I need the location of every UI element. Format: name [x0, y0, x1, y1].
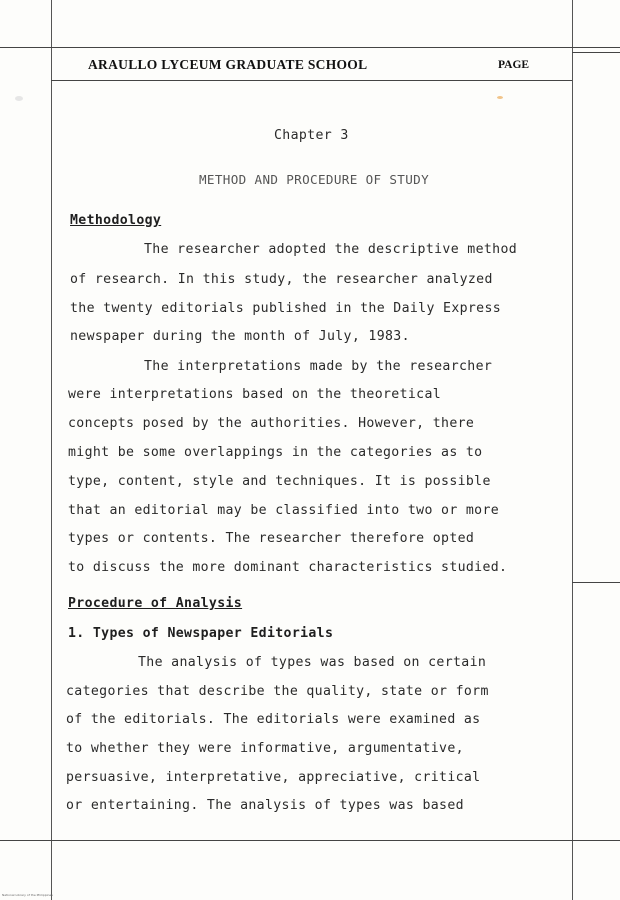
chapter-title: METHOD AND PROCEDURE OF STUDY: [199, 172, 430, 187]
archive-note: National Library of the Philippines: [2, 893, 53, 897]
page-label: PAGE: [498, 59, 530, 71]
left-margin-rule: [51, 0, 52, 900]
paragraph-line: newspaper during the month of July, 1983.: [70, 329, 410, 344]
footer-rule: [0, 840, 620, 841]
paragraph-line: of research. In this study, the researcher analyzed: [70, 272, 493, 287]
paragraph-line: to discuss the more dominant characteristics studied.: [68, 560, 508, 575]
side-rule: [572, 52, 620, 53]
chapter-number: Chapter 3: [274, 128, 349, 143]
paragraph-line: of the editorials. The editorials were examined as: [66, 712, 481, 727]
paragraph-line: to whether they were informative, argumentative,: [66, 741, 464, 756]
paragraph-line: concepts posed by the authorities. However, there: [68, 416, 475, 431]
procedure-heading: Procedure of Analysis: [68, 596, 243, 611]
paragraph-line: types or contents. The researcher therefore opted: [68, 531, 475, 546]
methodology-heading: Methodology: [70, 213, 162, 228]
side-rule: [572, 582, 620, 583]
paragraph-line: might be some overlappings in the categories as to: [68, 445, 483, 460]
paragraph-line: persuasive, interpretative, appreciative, critical: [66, 770, 481, 785]
subsection-heading: 1. Types of Newspaper Editorials: [68, 626, 334, 641]
paragraph-line: that an editorial may be classified into two or more: [68, 503, 500, 518]
paragraph-line: categories that describe the quality, state or form: [66, 684, 489, 699]
paragraph-line: The researcher adopted the descriptive method: [144, 242, 518, 257]
header-bottom-rule: [51, 80, 572, 81]
header-top-rule: [0, 47, 620, 48]
right-margin-rule: [572, 0, 573, 900]
school-name: ARAULLO LYCEUM GRADUATE SCHOOL: [88, 57, 368, 72]
paragraph-line: The analysis of types was based on certain: [138, 655, 487, 670]
paper-spot: [15, 96, 23, 101]
paragraph-line: were interpretations based on the theoretical: [68, 387, 442, 402]
paragraph-line: or entertaining. The analysis of types was based: [66, 798, 464, 813]
paragraph-line: type, content, style and techniques. It is possible: [68, 474, 491, 489]
paragraph-line: The interpretations made by the researcher: [144, 359, 493, 374]
paper-spot: [497, 96, 503, 99]
paragraph-line: the twenty editorials published in the Daily Express: [70, 301, 502, 316]
